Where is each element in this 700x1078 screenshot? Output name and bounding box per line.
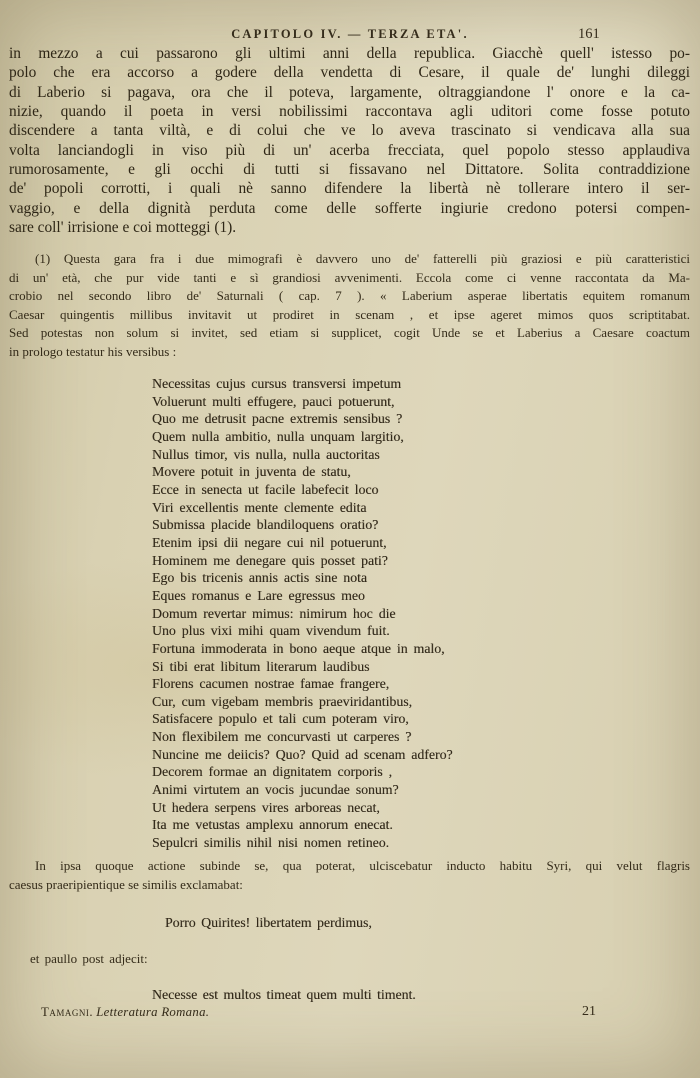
text-line: Necessitas cujus cursus transversi impetum — [152, 376, 402, 391]
text-line: Si tibi erat libitum literarum laudibus — [152, 658, 370, 674]
text-line: Cur, cum vigebam membris praeviridantibus, — [152, 693, 413, 709]
text-line: In ipsa quoque actione subinde se, qua poterat, ulciscebatur inducto habitu Syri, qui velut flagris — [35, 858, 690, 873]
text-line: in prologo testatur his versibus : — [9, 343, 177, 359]
footer-colophon — [41, 1005, 209, 1020]
text-line: (1) Questa gara fra i due mimografi è davvero uno de' fatterelli più graziosi e più caratteristici — [35, 251, 690, 266]
latin-verse-block — [152, 375, 572, 852]
text-line: Fortuna immoderata in bono aeque atque in malo, — [152, 640, 445, 656]
text-line: Uno plus vixi mihi quam vivendum fuit. — [152, 623, 390, 639]
text-line: Viri excellentis mente clemente edita — [152, 499, 367, 515]
text-line: Nullus timor, vis nulla, nulla auctoritas — [152, 446, 380, 462]
footer-work-title: Letteratura Romana. — [96, 1005, 210, 1019]
text-line: Hominem me denegare quis posset pati? — [152, 552, 388, 568]
text-line: volta lanciandogli in viso più di un' acerba frecciata, quel popolo stesso applaudiva — [9, 141, 690, 159]
text-line: Satisfacere populo et tali cum poteram viro, — [152, 711, 409, 727]
text-line: Non flexibilem me concurvasti ut carperes ? — [152, 729, 412, 745]
text-line: Nuncine me deiicis? Quo? Quid ad scenam adfero? — [152, 746, 453, 762]
text-line: rumorosamente, e gli occhi di tutti si fissavano nel Dittatore. Solita contraddizione — [9, 161, 690, 179]
text-line: Sepulcri similis nihil nisi nomen retineo. — [152, 835, 390, 851]
text-line: Movere potuit in juventa de statu, — [152, 464, 351, 480]
latin-quote-2: Necesse est multos timeat quem multi timent. — [152, 987, 416, 1002]
text-line: caesus praeripientique se similis exclamabat: — [9, 876, 243, 892]
text-line: Voluerunt multi effugere, pauci potuerunt, — [152, 393, 395, 409]
text-line: crobio nel secondo libro de' Saturnali ( cap. 7 ). « Laberium asperae libertatis equitem romanum — [9, 288, 690, 304]
text-line: Ecce in senecta ut facile labefecit loco — [152, 481, 379, 497]
text-line: Etenim ipsi dii negare cui nil potuerunt, — [152, 534, 387, 550]
footnote-interlude: et paullo post adjecit: — [30, 951, 148, 966]
text-line: Quem nulla ambitio, nulla unquam largitio, — [152, 428, 404, 444]
text-line: Florens cacumen nostrae famae frangere, — [152, 676, 390, 692]
text-line: Submissa placide blandiloquens oratio? — [152, 517, 379, 533]
footer-signature-number: 21 — [582, 1004, 596, 1019]
footnote-paragraph-2 — [9, 857, 690, 894]
text-line: di un' età, che pur vide tanti e sì grandiosi avvenimenti. Eccola come ci venne raccontata da Ma- — [9, 269, 690, 285]
text-line: de' popoli corrotti, i quali nè sanno difendere la libertà nè tollerare intero il ser- — [9, 180, 690, 198]
text-line: Animi virtutem an vocis jucundae sonum? — [152, 782, 399, 798]
text-line: in mezzo a cui passarono gli ultimi anni della republica. Giacchè quell' istesso po- — [9, 45, 690, 62]
text-line: Ita me vetustas amplexu annorum enecat. — [152, 817, 393, 833]
text-line: sare coll' irrisione e coi motteggi (1). — [9, 219, 237, 237]
page-number: 161 — [578, 26, 600, 42]
text-line: polo che era accorso a godere della vendetta di Cesare, il quale de' lunghi dileggi — [9, 64, 690, 82]
text-line: vaggio, e della dignità perduta come delle sofferte ingiurie credono potersi compen- — [9, 199, 690, 217]
text-line: Caesar quingentis millibus invitavit ut prodiret in scenam , et ipse ageret mimos quos scriptitabat. — [9, 306, 690, 322]
text-line: Ut hedera serpens vires arboreas necat, — [152, 799, 380, 815]
text-line: nizie, quando il poeta in versi nobilissimi raccontava agli uditori come fosse potuto — [9, 103, 690, 121]
main-paragraph — [9, 44, 690, 237]
text-line: di Laberio si pagava, ora che il poteva, largamente, oltraggiandone l' onore e la ca- — [9, 83, 690, 101]
text-line: Quo me detrusit pacne extremis sensibus ? — [152, 411, 403, 427]
latin-quote-1: Porro Quirites! libertatem perdimus, — [165, 915, 372, 930]
footer-author: Tamagni. — [41, 1005, 94, 1019]
text-line: Ego bis tricenis annis actis sine nota — [152, 570, 368, 586]
text-line: Domum revertar mimus: nimirum hoc die — [152, 605, 396, 621]
text-line: discendere a tanta viltà, e di colui che ve lo aveva trascinato si vendicava alla sua — [9, 122, 690, 140]
running-header-title: CAPITOLO IV. — TERZA ETA'. — [231, 27, 469, 41]
text-line: Eques romanus e Lare egressus meo — [152, 587, 365, 603]
footnote-paragraph-1 — [9, 250, 690, 362]
text-line: Decorem formae an dignitatem corporis , — [152, 764, 393, 780]
text-line: Sed potestas non solum si invitet, sed etiam si supplicet, cogit Unde se et Laberius a Caesare coactum — [9, 325, 690, 341]
